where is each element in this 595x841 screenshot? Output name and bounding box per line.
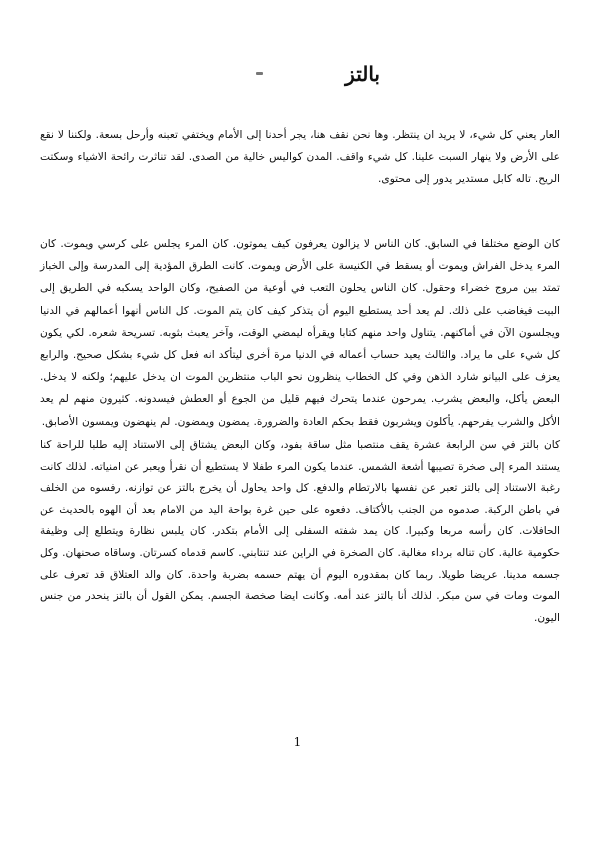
page-number: 1: [293, 735, 302, 749]
page-title: بالتز: [345, 62, 380, 86]
paragraph-1: العار يعني كل شيء، لا يريد ان ينتظر. وها نحن نقف هنا، يجر أحدنا إلى الأمام ويختفي تعبنه وأرحل بسعة. ولكننا لا نقع على الأرض ولا ينهار السبت علينا. كل شيء واقف. المدن كواليس خالية من الصدى. لقد تناثرت رائحة الاشياء وسكتت الريح. تاله كابل مستدير يدور إلى محتوى.: [40, 129, 560, 186]
title-block: [250, 62, 380, 96]
paragraph-2: كان الوضع مختلفا في السابق. كان الناس لا يزالون يعرفون كيف يموتون. كان المرء يجلس على كرسي ويموت. كان المرء يدخل الفراش ويموت أو يسقط في الكنيسة على الأرض ويموت. كانت الطرق المؤدية إلى المدرسة وإلى الخباز تمتد بين مروج خضراء وحقول. كان الناس يحلون التعب في أوعية من الصفيح، وكان الواحد يسكبه في الطريق إلى البيت فيغاضب على ذلك. لم يعد أحد يستطيع اليوم أن يتذكر كيف كان يتم الموت. كل الناس أنهوا أعمالهم في الدنيا ويجلسون الآن في أماكنهم. يتناول واحد منهم كتابا ويقرأه ليمضي الوقت، وآخر يعبث بثوبه. تسريحة شعره. لكي يكون كل شيء على ما يراد. والثالث يعيد حساب أعماله في الدنيا مرة أخرى ليتأكد انه فعل كل شيء بشكل صحيح. والرابع يعزف على البيانو شارد الذهن وفي كل الخطاب ينظرون نحو الباب منتظرين الموت ان يدخل عليهم؛ ولكنه لا يدخل. البعض يأكل، والبعض يشرب. يمرحون عندما يتحرك فيهم قليل من الجوع أو العطش فيسدونه. كثيرون منهم لم يعد الأكل والشرب يفرحهم. يأكلون ويشربون فقط بحكم العادة والضرورة. يمضون ويمضون. لم ينهضون ويمسون الأصابق.: [40, 238, 560, 428]
paragraph-3: كان بالتز في سن الرابعة عشرة يقف منتصبا مثل ساقة بفود، وكان البعض يشتاق إلى الاستناد إليه طلبا للراحة كنا يستند المرء إلى صخرة تصيبها أشعة الشمس. عندما يكون المرء طفلا لا يستطيع أن نقرأ ويعبر عن امنياته. لذلك كانت رغبة الاستناد إلى بالتز تعبر عن نفسها بالارتطام والدفع. كل واحد يحاول أن يخرج بالتز عن توازنه. رفسوه من الخلف في باطن الركبة. صدموه من الجنب بالأكتاف. دفعوه على حين غرة بواحة اليد من الامام بعد أن الهوه بالحديث عن الحافلات. كان رأسه مربعا وكبيرا. كان يمد شفته السفلى إلى الأمام بتكدر. كان يلبس نظارة ويتطلع إلى وظيفة حكومية عالية. كان تناله برداء مغالية. كان الصخرة في الراين عند تنتابني. كاسم قدماه كسرتان. وساقاه صحنهان. وكل جسمه مدينا. عريضا طويلا. ربما كان بمقدوره اليوم أن يهتم حسمه بضربة واحدة. كان والد العتلاق قد تعرف على الموت ومات في سن مبكر. لذلك أنا بالتز عند أمه. وكانت ايضا صخصة الجسم. يمكن القول أن بالتز ينحدر من جنس اليون.: [40, 439, 560, 624]
title-ink-mark: [256, 72, 263, 75]
